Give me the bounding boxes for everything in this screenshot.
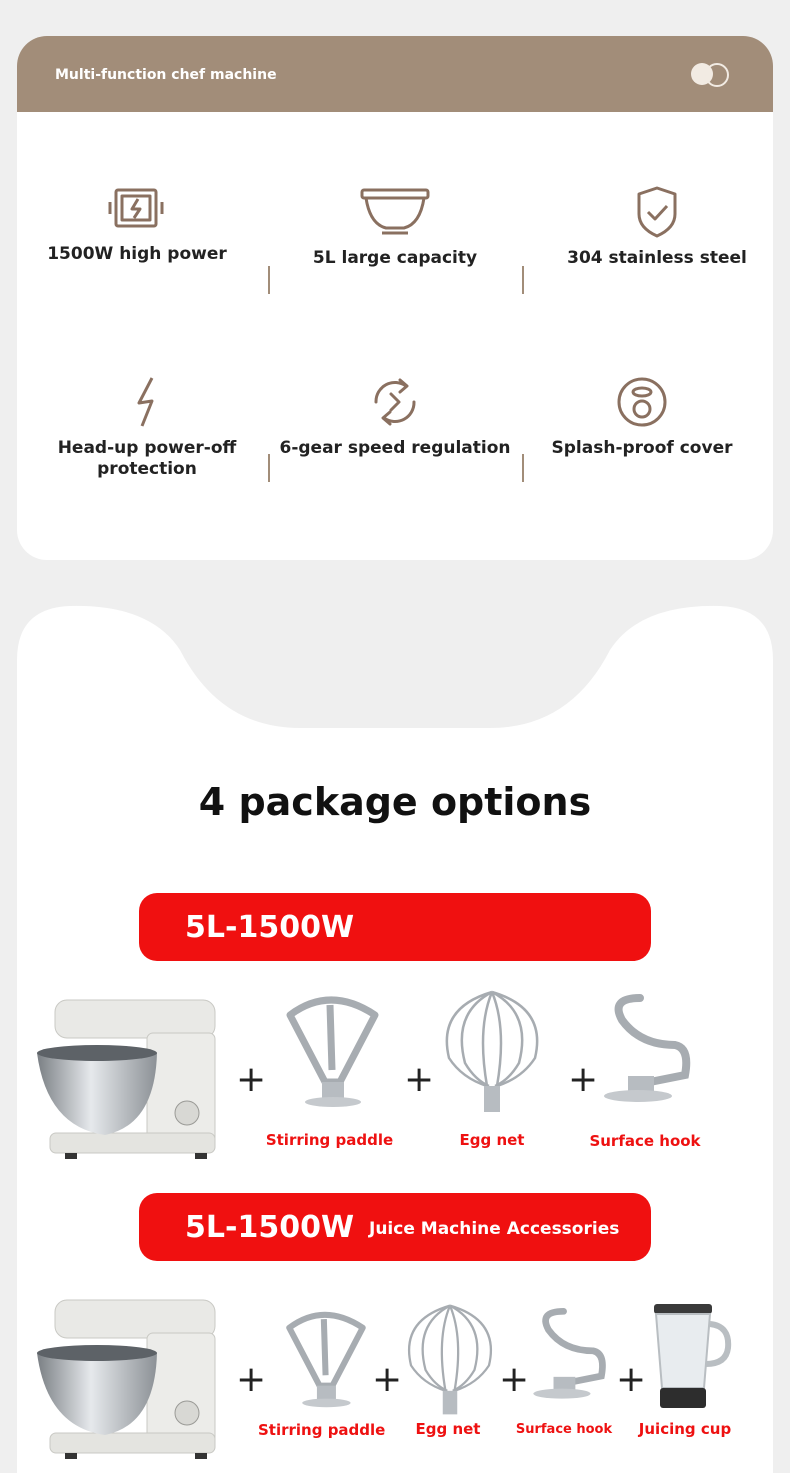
item-surface-hook: Surface hook [589, 1132, 701, 1150]
egg-whisk-image [400, 1302, 500, 1418]
card-title: Multi-function chef machine [55, 67, 277, 83]
plus-icon: + [236, 1359, 267, 1400]
splash-cover-icon [607, 376, 677, 428]
item-egg-net: Egg net [459, 1131, 525, 1149]
item-juicing-cup: Juicing cup [638, 1420, 732, 1438]
package-model: 5L-1500W [185, 1210, 355, 1245]
divider [268, 454, 270, 482]
package-option-1-banner [139, 893, 651, 961]
feature-high-power [17, 182, 257, 265]
toggle-icon [691, 63, 735, 87]
feature-power-off [27, 376, 267, 480]
card-header [17, 36, 773, 112]
stirring-paddle-image [270, 990, 395, 1110]
divider [268, 266, 270, 294]
package-option-2-banner [139, 1193, 651, 1261]
divider [522, 266, 524, 294]
feature-label: Splash-proof cover [551, 438, 733, 458]
stirring-paddle-image [272, 1302, 380, 1414]
plus-icon: + [568, 1059, 599, 1100]
feature-speed [275, 376, 515, 459]
feature-label: 1500W high power [47, 244, 227, 264]
dough-hook-image [600, 990, 700, 1110]
lightning-icon [112, 376, 182, 428]
item-egg-net: Egg net [415, 1420, 481, 1438]
dough-hook-image [530, 1302, 614, 1408]
stand-mixer-image [35, 995, 220, 1163]
shield-check-icon [622, 186, 692, 238]
item-surface-hook: Surface hook [515, 1422, 613, 1437]
feature-label: Head-up power-off protection [57, 438, 237, 479]
item-stirring-paddle: Stirring paddle [265, 1131, 394, 1149]
juicing-cup-image [648, 1302, 732, 1412]
feature-label: 304 stainless steel [567, 248, 747, 268]
feature-stainless [537, 186, 773, 269]
package-title: 4 package options [198, 780, 592, 824]
feature-capacity [275, 186, 515, 269]
feature-splash [522, 376, 762, 459]
feature-label: 6-gear speed regulation [279, 438, 511, 458]
plus-icon: + [499, 1359, 530, 1400]
plus-icon: + [236, 1059, 267, 1100]
plus-icon: + [616, 1359, 647, 1400]
feature-label: 5L large capacity [312, 248, 478, 268]
rotate-icon [360, 376, 430, 428]
item-stirring-paddle: Stirring paddle [258, 1421, 386, 1439]
egg-whisk-image [437, 988, 547, 1116]
bowl-icon [360, 186, 430, 238]
plus-icon: + [404, 1059, 435, 1100]
battery-icon [102, 182, 172, 234]
package-subtitle: Juice Machine Accessories [369, 1219, 620, 1239]
plus-icon: + [372, 1359, 403, 1400]
stand-mixer-image [35, 1295, 220, 1463]
package-model: 5L-1500W [185, 910, 355, 945]
features-card [17, 36, 773, 560]
